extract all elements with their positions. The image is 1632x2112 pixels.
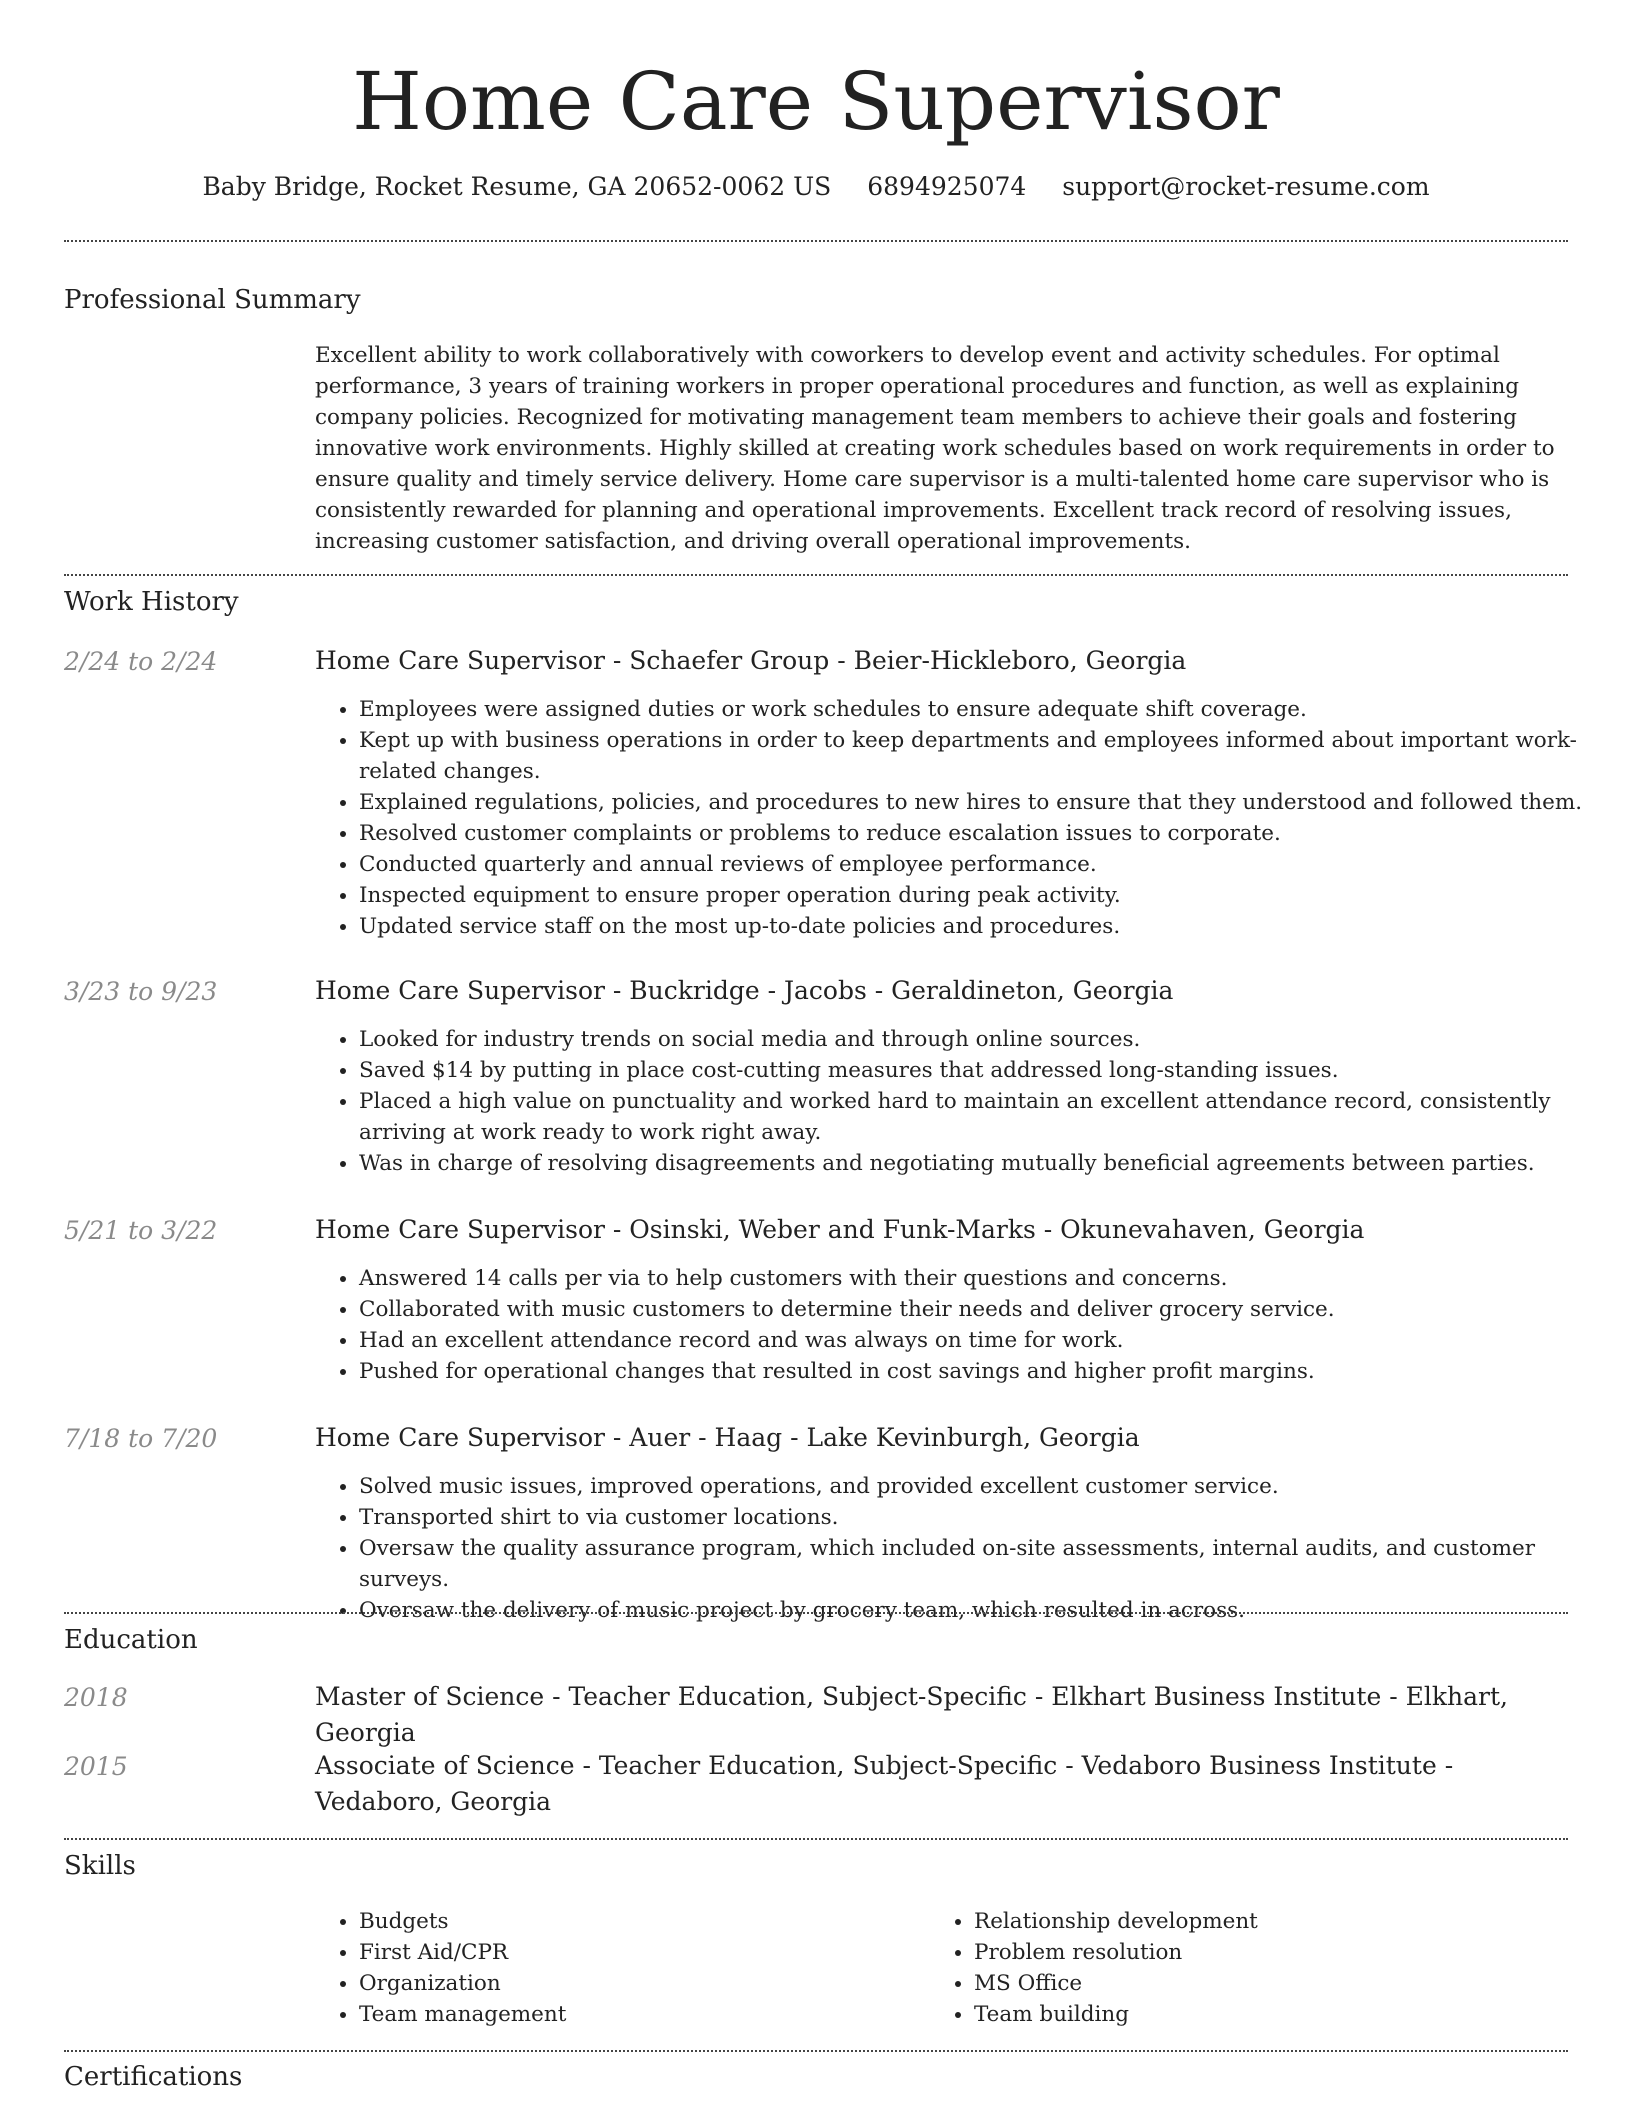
job-bullet: • Oversaw the delivery of music project by grocery team, which resulted in across. xyxy=(359,1595,1609,1626)
section-divider xyxy=(64,1612,1568,1614)
job-bullet: • Transported shirt to via customer locations. xyxy=(359,1502,1609,1533)
education-heading: Education xyxy=(64,1625,198,1655)
summary-text: Excellent ability to work collaboratively with coworkers to develop event and activity schedules. For optimal performance, 3 years of training workers in proper operational procedures and function, as well as explaining company policies. Recognized for motivating management team members to achieve their goals and fostering innovative work environments. Highly skilled at creating work schedules based on work requirements in order to ensure quality and timely service delivery. Home care supervisor is a multi-talented home care supervisor who is consistently rewarded for planning and operational improvements. Excellent track record of resolving issues, increasing customer satisfaction, and driving overall operational improvements. xyxy=(315,343,1555,554)
job-bullet: • Inspected equipment to ensure proper operation during peak activity. xyxy=(359,880,1609,911)
job-dates: 2/24 to 2/24 xyxy=(64,647,218,676)
certifications-heading: Certifications xyxy=(64,2062,243,2092)
job-bullet: • Explained regulations, policies, and procedures to new hires to ensure that they understood and followed them. xyxy=(359,787,1609,818)
contact-phone: 6894925074 xyxy=(867,172,1027,201)
skill-item: • Budgets xyxy=(359,1906,929,1937)
work-history-heading: Work History xyxy=(64,587,239,617)
skill-item: • MS Office xyxy=(974,1968,1574,1999)
skills-list-left xyxy=(315,1906,929,2030)
education-degree: Master of Science - Teacher Education, Subject-Specific - Elkhart Business Institute - Elkhart, Georgia xyxy=(315,1682,1508,1747)
job-bullet: • Placed a high value on punctuality and worked hard to maintain an excellent attendance record, consistently arriving at work ready to work right away. xyxy=(359,1086,1609,1148)
skill-item: • Problem resolution xyxy=(974,1937,1574,1968)
contact-email: support@rocket-resume.com xyxy=(1062,172,1430,201)
job-dates: 3/23 to 9/23 xyxy=(64,977,218,1006)
skill-item: • Organization xyxy=(359,1968,929,1999)
job-bullet: • Resolved customer complaints or problems to reduce escalation issues to corporate. xyxy=(359,818,1609,849)
job-bullet: • Employees were assigned duties or work schedules to ensure adequate shift coverage. xyxy=(359,694,1609,725)
job-title: Home Care Supervisor - Osinski, Weber and Funk-Marks - Okunevahaven, Georgia xyxy=(315,1215,1365,1244)
job-dates: 7/18 to 7/20 xyxy=(64,1424,218,1453)
education-year: 2018 xyxy=(64,1683,128,1712)
skill-item: • Relationship development xyxy=(974,1906,1574,1937)
job-bullet: • Saved $14 by putting in place cost-cutting measures that addressed long-standing issues. xyxy=(359,1055,1609,1086)
job-bullet: • Updated service staff on the most up-to-date policies and procedures. xyxy=(359,911,1609,942)
job-bullet: • Had an excellent attendance record and was always on time for work. xyxy=(359,1325,1609,1356)
resume-name: Home Care Supervisor xyxy=(352,55,1280,148)
contact-line xyxy=(0,170,1632,204)
skill-item: • Team management xyxy=(359,1999,929,2030)
job-bullet: • Collaborated with music customers to determine their needs and deliver grocery service. xyxy=(359,1294,1609,1325)
job-bullets xyxy=(315,1471,1609,1626)
contact-address: Baby Bridge, Rocket Resume, GA 20652-0062 US xyxy=(202,172,832,201)
job-bullet: • Kept up with business operations in order to keep departments and employees informed about important work-related changes. xyxy=(359,725,1609,787)
job-dates: 5/21 to 3/22 xyxy=(64,1216,218,1245)
job-bullet: • Oversaw the quality assurance program, which included on-site assessments, internal audits, and customer surveys. xyxy=(359,1533,1609,1595)
job-bullet: • Answered 14 calls per via to help customers with their questions and concerns. xyxy=(359,1263,1609,1294)
job-bullet: • Looked for industry trends on social media and through online sources. xyxy=(359,1024,1609,1055)
job-title: Home Care Supervisor - Buckridge - Jacobs - Geraldineton, Georgia xyxy=(315,976,1174,1005)
skill-item: • Team building xyxy=(974,1999,1574,2030)
education-degree: Associate of Science - Teacher Education, Subject-Specific - Vedaboro Business Institute - Vedaboro, Georgia xyxy=(315,1751,1454,1816)
education-year: 2015 xyxy=(64,1752,128,1781)
section-divider xyxy=(64,2050,1568,2052)
summary-heading: Professional Summary xyxy=(64,285,361,315)
job-bullet: • Conducted quarterly and annual reviews of employee performance. xyxy=(359,849,1609,880)
section-divider xyxy=(64,1838,1568,1840)
section-divider xyxy=(64,240,1568,242)
job-bullets xyxy=(315,1263,1609,1387)
job-bullet: • Solved music issues, improved operations, and provided excellent customer service. xyxy=(359,1471,1609,1502)
section-divider xyxy=(64,574,1568,576)
job-bullet: • Pushed for operational changes that resulted in cost savings and higher profit margins. xyxy=(359,1356,1609,1387)
skills-list-right xyxy=(930,1906,1574,2030)
skill-item: • First Aid/CPR xyxy=(359,1937,929,1968)
job-title: Home Care Supervisor - Schaefer Group - Beier-Hickleboro, Georgia xyxy=(315,646,1187,675)
job-title: Home Care Supervisor - Auer - Haag - Lake Kevinburgh, Georgia xyxy=(315,1423,1140,1452)
job-bullet: • Was in charge of resolving disagreements and negotiating mutually beneficial agreements between parties. xyxy=(359,1148,1609,1179)
job-bullets xyxy=(315,1024,1609,1179)
skills-heading: Skills xyxy=(64,1851,136,1881)
job-bullets xyxy=(315,694,1609,942)
